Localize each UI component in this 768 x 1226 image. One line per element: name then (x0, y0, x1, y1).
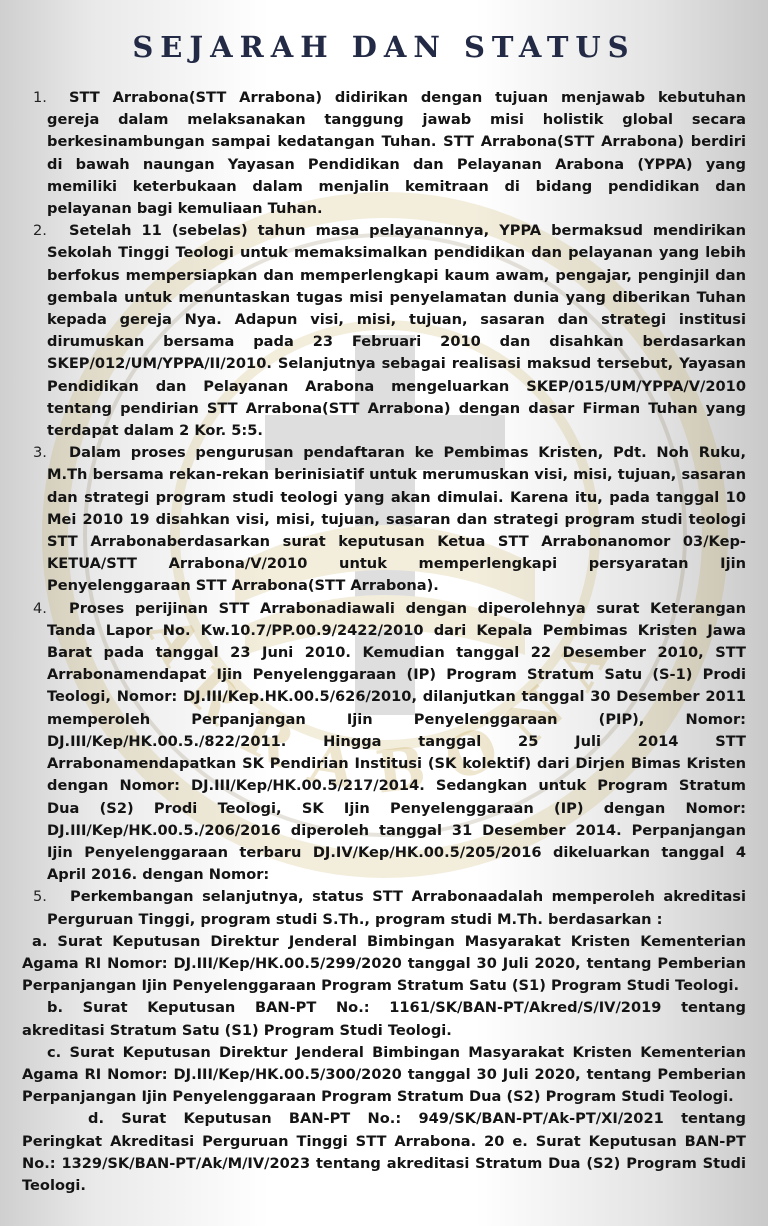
list-item (0, 598, 768, 887)
history-list (0, 87, 768, 1197)
list-item-number: 3. (33, 444, 47, 462)
sub-item-b: b. Surat Keputusan BAN-PT No.: 1161/SK/BAN-PT/Akred/S/IV/2019 tentang akreditasi Stratum Satu (S1) Program Studi Teologi. (22, 999, 746, 1039)
list-item-number: 2. (33, 222, 47, 240)
watermark-text: ARRABONA (133, 603, 637, 807)
list-item (0, 442, 768, 597)
page-title: SEJARAH DAN STATUS (132, 30, 636, 64)
list-item-text: STT Arrabona(STT Arrabona) didirikan dengan tujuan menjawab kebutuhan gereja dalam melaksanakan tanggung jawab misi holistik global secara berkesinambungan sampai kedatangan Tuhan. STT Arrabona(STT Arrabona) berdiri di bawah naungan Yayasan Pendidikan dan Pelayanan Arabona (YPPA) yang memiliki keterbukaan dalam menjalin kemitraan di bidang pendidikan dan pelayanan bagi kemuliaan Tuhan. (47, 89, 746, 218)
list-item-text: Proses perijinan STT Arrabonadiawali dengan diperolehnya surat Keterangan Tanda Lapor No. Kw.10.7/PP.00.9/2422/2010 dari Kepala Pembimas Kristen Jawa Barat pada tanggal 23 Juni 2010. Kemudian tanggal 22 Desember 2010, STT Arrabonamendapat Ijin Penyelenggaraan (IP) Program Stratum Satu (S-1) Prodi Teologi, Nomor: DJ.III/Kep.HK.00.5/626/2010, dilanjutkan tanggal 30 Desember 2011 memperoleh Perpanjangan Ijin Penyelenggaraan (PIP), Nomor: DJ.III/Kep/HK.00.5./822/2011. Hingga tanggal 25 Juli 2014 STT Arrabonamendapatkan SK Pendirian Institusi (SK kolektif) dari Dirjen Bimas Kristen dengan Nomor: DJ.III/Kep/HK.00.5/217/2014. Sedangkan untuk Program Stratum Dua (S2) Prodi Teologi, SK Ijin Penyelenggaraan (IP) dengan Nomor: DJ.III/Kep/HK.00.5./206/2016 diperoleh tanggal 31 Desember 2014. Perpanjangan Ijin Penyelenggaraan terbaru DJ.IV/Kep/HK.00.5/205/2016 dikeluarkan tanggal 4 April 2016. dengan Nomor: (47, 599, 746, 884)
list-item (0, 87, 768, 220)
sub-item-d: d. Surat Keputusan BAN-PT No.: 949/SK/BAN-PT/Ak-PT/XI/2021 tentang Peringkat Akreditasi Perguruan Tinggi STT Arrabona. 20 e. Surat Keputusan BAN-PT No.: 1329/SK/BAN-PT/Ak/M/IV/2023 tentang akreditasi Stratum Dua (S2) Program Studi Teologi. (22, 1110, 746, 1194)
list-item (0, 886, 768, 930)
list-item-number: 5. (33, 888, 47, 906)
list-item-text: Setelah 11 (sebelas) tahun masa pelayanannya, YPPA bermaksud mendirikan Sekolah Tinggi Teologi untuk memaksimalkan pendidikan dan pelayanan yang lebih berfokus mempersiapkan dan memperlengkapi kaum awam, pengajar, penginjil dan gembala untuk menuntaskan tugas misi penyelamatan dunia yang diberikan Tuhan kepada gereja Nya. Adapun visi, misi, tujuan, sasaran dan strategi institusi dirumuskan bersama pada 23 Februari 2010 dan disahkan berdasarkan SKEP/012/UM/YPPA/II/2010. Selanjutnya sebagai realisasi maksud tersebut, Yayasan Pendidikan dan Pelayanan Arabona mengeluarkan SKEP/015/UM/YPPA/V/2010 tentang pendirian STT Arrabona(STT Arrabona) dengan dasar Firman Tuhan yang terdapat dalam 2 Kor. 5:5. (47, 222, 746, 440)
list-item-number: 4. (33, 599, 47, 617)
list-item-text: Perkembangan selanjutnya, status STT Arrabonaadalah memperoleh akreditasi Perguruan Tinggi, program studi S.Th., program studi M.Th. berdasarkan : (47, 888, 746, 928)
list-item-number: 1. (33, 89, 47, 106)
sub-item-a: a. Surat Keputusan Direktur Jenderal Bimbingan Masyarakat Kristen Kementerian Agama RI Nomor: DJ.III/Kep/HK.00.5/299/2020 tanggal 30 Juli 2020, tentang Pemberian Perpanjangan Ijin Penyelenggaraan Program Stratum Satu (S1) Program Studi Teologi. (22, 932, 746, 995)
list-item (0, 220, 768, 442)
sub-item-c: c. Surat Keputusan Direktur Jenderal Bimbingan Masyarakat Kristen Kementerian Agama RI Nomor: DJ.III/Kep/HK.00.5/300/2020 tanggal 30 Juli 2020, tentang Pemberian Perpanjangan Ijin Penyelenggaraan Program Stratum Dua (S2) Program Studi Teologi. (22, 1043, 746, 1106)
list-item-text: Dalam proses pengurusan pendaftaran ke Pembimas Kristen, Pdt. Noh Ruku, M.Th bersama rekan-rekan berinisiatif untuk merumuskan visi, misi, tujuan, sasaran dan strategi program studi teologi yang akan dimulai. Karena itu, pada tanggal 10 Mei 2010 19 disahkan visi, misi, tujuan, sasaran dan strategi program studi teologi STT Arrabonaberdasarkan surat keputusan Ketua STT Arrabonanomor 03/Kep-KETUA/STT Arrabona/V/2010 untuk memperlengkapi persyaratan Ijin Penyelenggaraan STT Arrabona(STT Arrabona). (47, 444, 746, 595)
